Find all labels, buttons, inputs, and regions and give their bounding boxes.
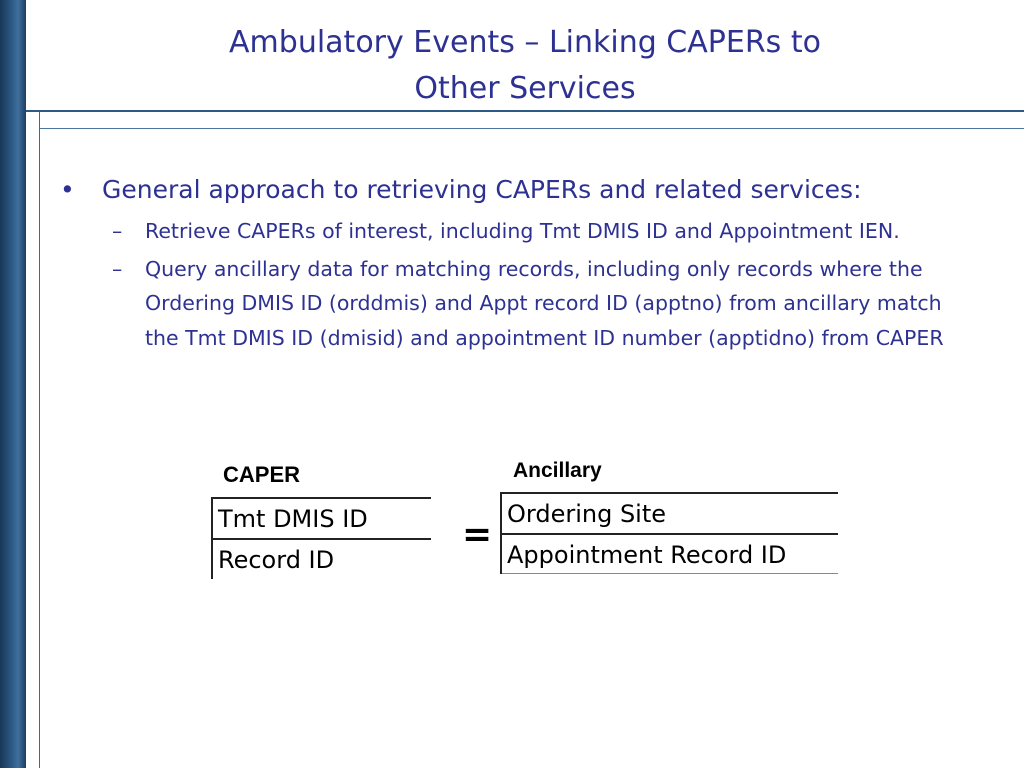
slide-title — [50, 20, 1000, 112]
caper-row-dmis: Tmt DMIS ID — [213, 497, 431, 538]
slide-title-line1: Ambulatory Events – Linking CAPERs to — [229, 25, 821, 60]
left-decorative-bar — [0, 0, 26, 768]
left-red-rule — [39, 112, 40, 768]
ancillary-row-ordering-site: Ordering Site — [502, 492, 838, 533]
sub-bullet-1 — [56, 214, 976, 249]
caper-label: CAPER — [223, 462, 301, 487]
ancillary-label: Ancillary — [513, 459, 602, 482]
ancillary-row-appointment-record-id: Appointment Record ID — [502, 533, 838, 574]
bullet-marker: • — [60, 175, 75, 204]
ancillary-table — [500, 492, 838, 574]
bullet-main-text: General approach to retrieving CAPERs and related services: — [102, 175, 862, 204]
bullet-main — [56, 170, 976, 210]
title-rule-bottom — [40, 128, 1024, 129]
bullet-list — [56, 170, 976, 355]
sub-bullet-2-text: Query ancillary data for matching records, including only records where the Ordering DMIS ID (orddmis) and Appt record ID (apptno) from ancillary match the Tmt DMIS ID (dmisid) and appointment ID number (apptidno) from CAPER — [145, 256, 944, 350]
sub-bullet-marker: – — [112, 219, 123, 243]
slide-title-line2: Other Services — [414, 71, 636, 106]
caper-row-record-id: Record ID — [213, 538, 431, 579]
sub-bullet-marker: – — [112, 256, 123, 281]
equals-sign: = — [462, 514, 493, 555]
sub-bullet-2 — [56, 252, 976, 356]
sub-bullet-1-text: Retrieve CAPERs of interest, including Tmt DMIS ID and Appointment IEN. — [145, 219, 900, 243]
caper-table — [211, 497, 431, 579]
